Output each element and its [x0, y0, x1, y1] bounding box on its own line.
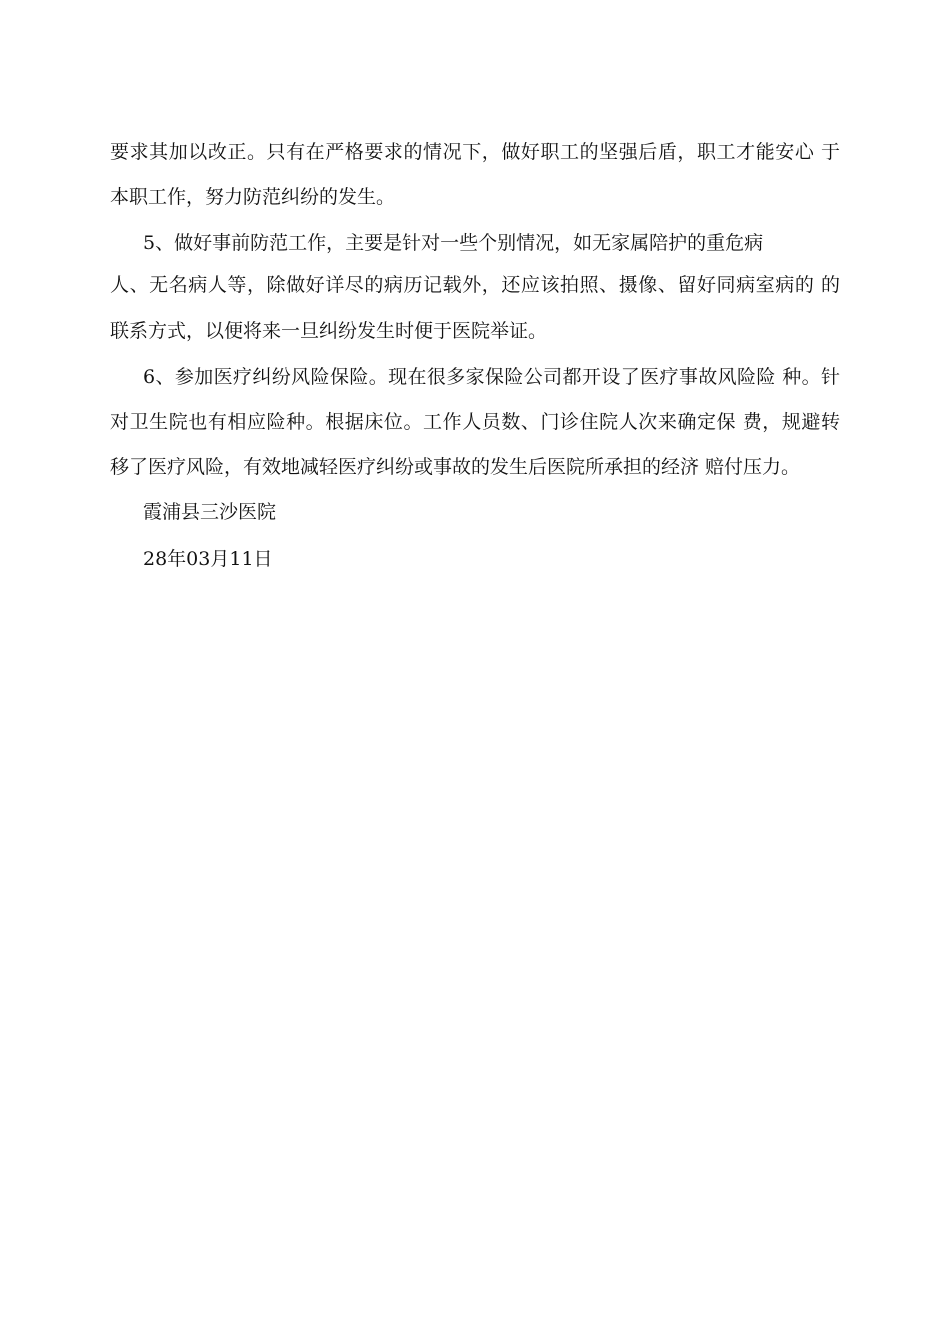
- paragraph-line: 联系方式，以便将来一旦纠纷发生时便于医院举证。: [110, 320, 548, 342]
- paragraph-line: 移了医疗风险，有效地减轻医疗纠纷或事故的发生后医院所承担的经济 赔付压力。: [110, 456, 801, 478]
- paragraph-line: 人、无名病人等，除做好详尽的病历记载外，还应该拍照、摄像、留好同病室病的 的: [110, 274, 840, 296]
- paragraph-line: 要求其加以改正。只有在严格要求的情况下，做好职工的坚强后盾，职工才能安心 于: [110, 141, 840, 163]
- paragraph-line: 6、参加医疗纠纷风险保险。现在很多家保险公司都开设了医疗事故风险险 种。针: [143, 366, 840, 388]
- signature-organization: 霞浦县三沙医院: [143, 501, 277, 523]
- paragraph-line: 本职工作，努力防范纠纷的发生。: [110, 186, 396, 208]
- paragraph-line: 5、做好事前防范工作，主要是针对一些个别情况，如无家属陪护的重危病: [143, 232, 764, 254]
- signature-date: 28年03月11日: [143, 548, 273, 570]
- paragraph-line: 对卫生院也有相应险种。根据床位。工作人员数、门诊住院人次来确定保 费，规避转: [110, 411, 840, 433]
